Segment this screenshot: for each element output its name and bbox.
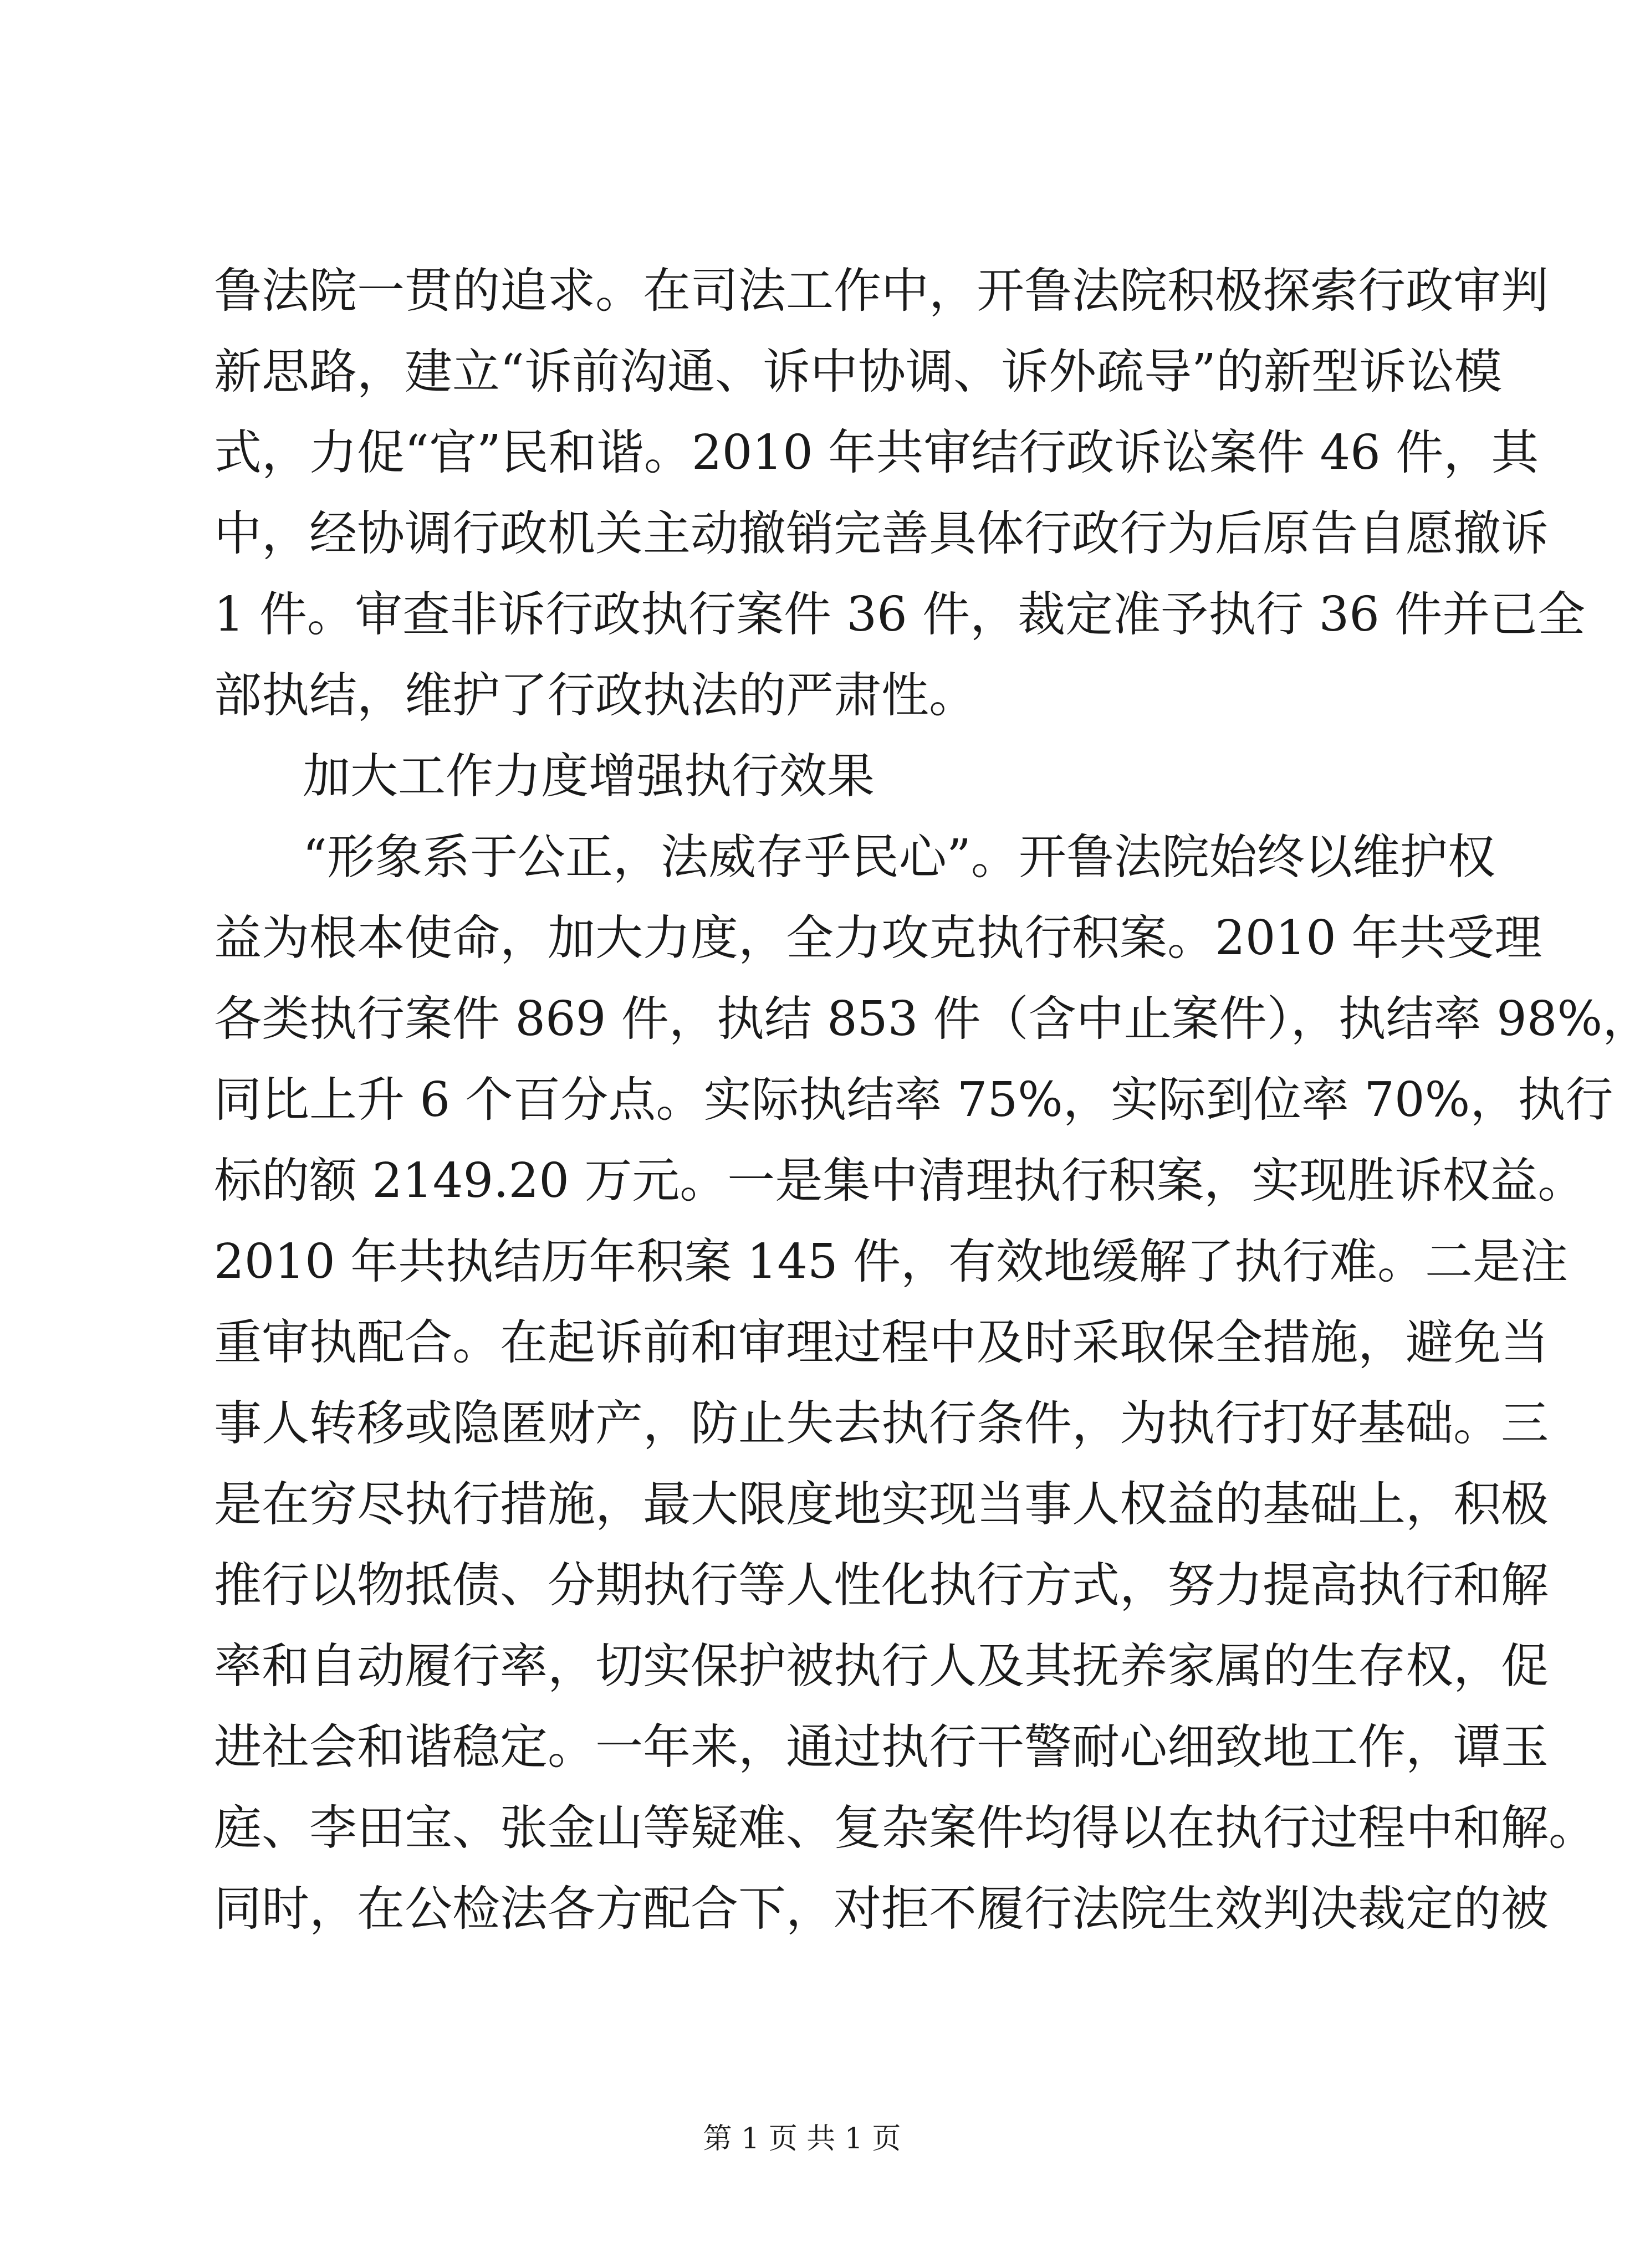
paragraph-line: 2010 年共执结历年积案 145 件，有效地缓解了执行难。二是注	[214, 1234, 1569, 1289]
paragraph-line: 标的额 2149.20 万元。一是集中清理执行积案，实现胜诉权益。	[214, 1153, 1586, 1209]
paragraph-line: 进社会和谐稳定。一年来，通过执行干警耐心细致地工作，谭玉	[214, 1719, 1549, 1775]
paragraph-line: 是在穷尽执行措施，最大限度地实现当事人权益的基础上，积极	[214, 1477, 1549, 1532]
paragraph-line: 各类执行案件 869 件，执结 853 件（含中止案件），执结率 98%，	[214, 991, 1650, 1047]
paragraph-line: “形象系于公正，法威存乎民心”。开鲁法院始终以维护权	[303, 830, 1495, 885]
paragraph-line: 部执结，维护了行政执法的严肃性。	[214, 668, 977, 723]
paragraph-line: 庭、李田宝、张金山等疑难、复杂案件均得以在执行过程中和解。	[214, 1800, 1596, 1856]
paragraph-line: 鲁法院一贯的追求。在司法工作中，开鲁法院积极探索行政审判	[214, 263, 1549, 319]
paragraph-line: 事人转移或隐匿财产，防止失去执行条件，为执行打好基础。三	[214, 1396, 1549, 1451]
paragraph-line: 率和自动履行率，切实保护被执行人及其抚养家属的生存权，促	[214, 1639, 1549, 1694]
paragraph-line: 同比上升 6 个百分点。实际执结率 75%，实际到位率 70%，执行	[214, 1072, 1613, 1128]
section-heading: 加大工作力度增强执行效果	[303, 749, 875, 804]
paragraph-line: 推行以物抵债、分期执行等人性化执行方式，努力提高执行和解	[214, 1558, 1549, 1613]
paragraph-line: 1 件。审查非诉行政执行案件 36 件，裁定准予执行 36 件并已全	[214, 587, 1586, 642]
paragraph-line: 式，力促“官”民和谐。2010 年共审结行政诉讼案件 46 件，其	[214, 425, 1539, 480]
paragraph-line: 重审执配合。在起诉前和审理过程中及时采取保全措施，避免当	[214, 1315, 1549, 1370]
page-footer: 第 1 页 共 1 页	[703, 2122, 901, 2156]
paragraph-line: 中，经协调行政机关主动撤销完善具体行政行为后原告自愿撤诉	[214, 506, 1549, 561]
paragraph-line: 同时，在公检法各方配合下，对拒不履行法院生效判决裁定的被	[214, 1881, 1549, 1937]
paragraph-line: 益为根本使命，加大力度，全力攻克执行积案。2010 年共受理	[214, 910, 1542, 966]
document-body	[214, 250, 1650, 1949]
paragraph-line: 新思路，建立“诉前沟通、诉中协调、诉外疏导”的新型诉讼模	[214, 344, 1502, 400]
